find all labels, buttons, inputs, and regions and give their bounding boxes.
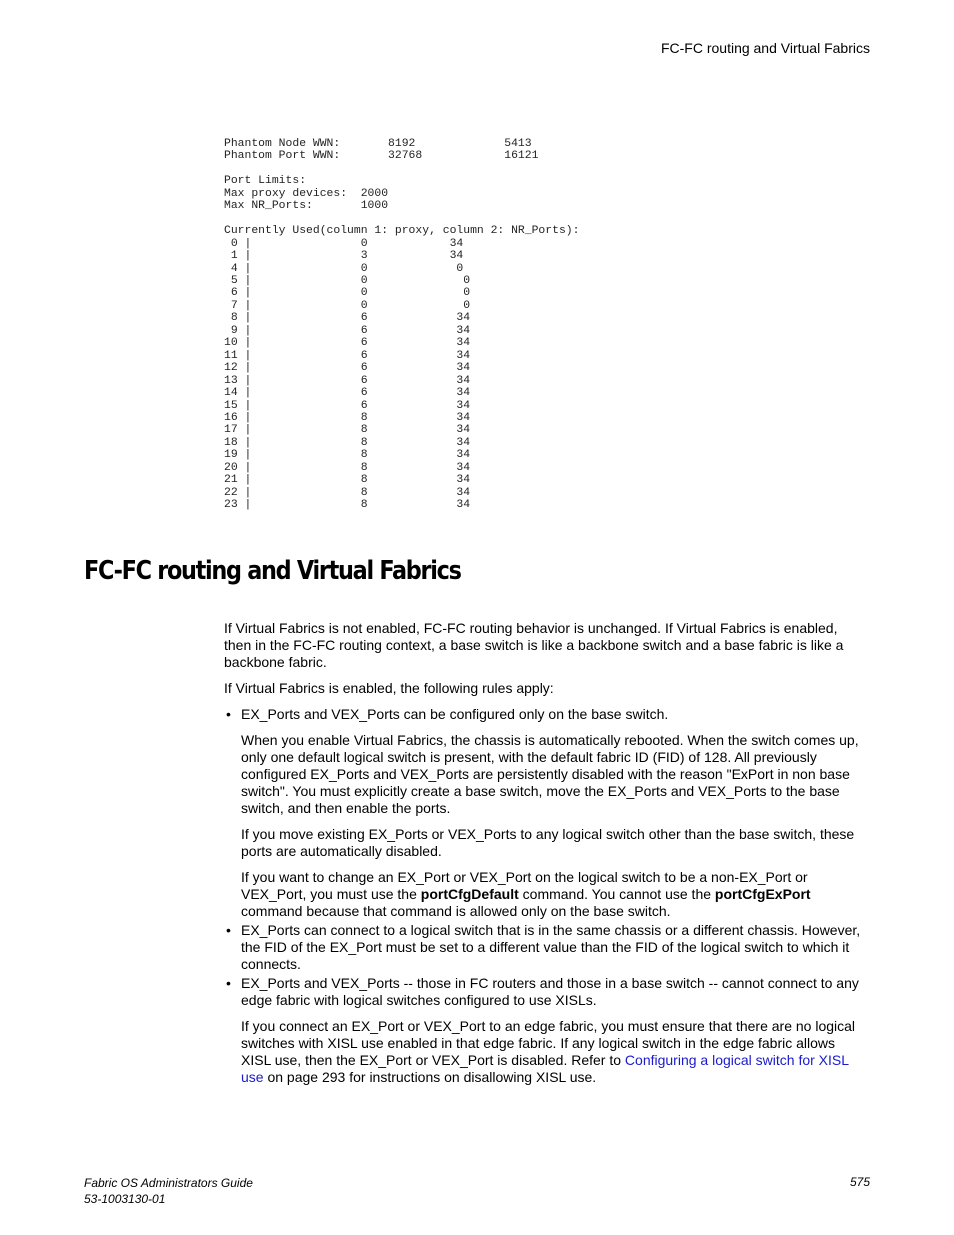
command-portcfgexport: portCfgExPort: [714, 886, 811, 902]
rule-1: EX_Ports and VEX_Ports can be configured only on the base switch.: [241, 706, 669, 722]
rule-1-detail-2: If you move existing EX_Ports or VEX_Ports to any logical switch other than the base switch, these ports are automatically disabled.: [241, 826, 855, 859]
list-item: [224, 922, 864, 973]
code-line: 6 | 0 0: [224, 287, 471, 300]
code-line: Phantom Port WWN: 32768 16121: [224, 150, 539, 163]
code-line: 11 | 6 34: [224, 349, 471, 362]
code-line: Max proxy devices: 2000: [224, 187, 389, 200]
code-line: 14 | 6 34: [224, 387, 471, 400]
code-line: 12 | 6 34: [224, 362, 471, 375]
bullet-icon: •: [226, 706, 231, 722]
rule-2: EX_Ports can connect to a logical switch that is in the same chassis or a different chassis. However, the FID of the EX_Port must be set to a different value than the FID of the logical switch to which it connects.: [241, 922, 861, 972]
code-line: 15 | 6 34: [224, 399, 471, 412]
code-line: 18 | 8 34: [224, 436, 471, 449]
code-line: 21 | 8 34: [224, 474, 471, 487]
code-line: 22 | 8 34: [224, 486, 471, 499]
code-line: Max NR_Ports: 1000: [224, 200, 389, 213]
code-line: Phantom Node WWN: 8192 5413: [224, 138, 532, 150]
footer-page-number: 575: [849, 1175, 870, 1189]
code-line: 13 | 6 34: [224, 374, 471, 387]
rules-list: [224, 706, 864, 1086]
section-body: [224, 620, 864, 1088]
rule-3: EX_Ports and VEX_Ports -- those in FC routers and those in a base switch -- cannot connect to any edge fabric with logical switches configured to use XISLs.: [241, 975, 859, 1008]
code-line: 10 | 6 34: [224, 337, 471, 350]
code-line: 1 | 3 34: [224, 250, 464, 263]
code-line: 17 | 8 34: [224, 424, 471, 437]
code-line: Currently Used(column 1: proxy, column 2: NR_Ports):: [224, 225, 580, 238]
code-line: 0 | 0 34: [224, 237, 464, 250]
rule-3-detail-1: If you connect an EX_Port or VEX_Port to an edge fabric, you must ensure that there are no logical switches with XISL use enabled in that edge fabric. If any logical switch in the edge fabric allows XISL use, then the EX_Port or VEX_Port is disabled. Refer to Configuring a logical switch for XISL use on page 293 for instructions on disallowing XISL use.: [241, 1018, 856, 1085]
code-line: Port Limits:: [224, 175, 307, 188]
bullet-icon: •: [226, 922, 231, 938]
command-portcfgdefault: portCfgDefault: [420, 886, 519, 902]
cli-output-block: [224, 138, 579, 512]
running-header: FC-FC routing and Virtual Fabrics: [660, 40, 870, 56]
code-line: 16 | 8 34: [224, 411, 471, 424]
footer-doc-info: [84, 1175, 253, 1207]
bullet-icon: •: [226, 975, 231, 991]
footer-doc-number: 53-1003130-01: [84, 1192, 166, 1206]
rule-1-detail-3: If you want to change an EX_Port or VEX_Port on the logical switch to be a non-EX_Port or VEX_Port, you must use the portCfgDefault command. You cannot use the portCfgExPort command because that command is allowed only on the base switch.: [241, 869, 811, 919]
list-item: [224, 706, 864, 920]
code-line: 19 | 8 34: [224, 449, 471, 462]
code-line: 9 | 6 34: [224, 324, 471, 337]
xisl-config-link[interactable]: Configuring a logical switch for XISL use: [241, 1052, 849, 1085]
code-line: 8 | 6 34: [224, 312, 471, 325]
code-line: 5 | 0 0: [224, 274, 471, 287]
code-line: 4 | 0 0: [224, 262, 464, 275]
code-line: 23 | 8 34: [224, 499, 471, 512]
footer-doc-title: Fabric OS Administrators Guide: [84, 1176, 253, 1190]
section-heading: FC-FC routing and Virtual Fabrics: [84, 556, 461, 586]
code-line: 7 | 0 0: [224, 299, 471, 312]
rule-1-detail-1: When you enable Virtual Fabrics, the chassis is automatically rebooted. When the switch comes up, only one default logical switch is present, with the default fabric ID (FID) of 128. All previously configured EX_Ports and VEX_Ports are persistently disabled with the reason "ExPort in non base switch". You must explicitly create a base switch, move the EX_Ports and VEX_Ports to the base switch, and then enable the ports.: [241, 732, 859, 816]
intro-paragraph-2: If Virtual Fabrics is enabled, the following rules apply:: [224, 680, 554, 696]
code-line: 20 | 8 34: [224, 461, 471, 474]
intro-paragraph-1: If Virtual Fabrics is not enabled, FC-FC routing behavior is unchanged. If Virtual Fabrics is enabled, then in the FC-FC routing context, a base switch is like a backbone switch and a base fabric is like a backbone fabric.: [224, 620, 844, 670]
list-item: [224, 975, 864, 1086]
